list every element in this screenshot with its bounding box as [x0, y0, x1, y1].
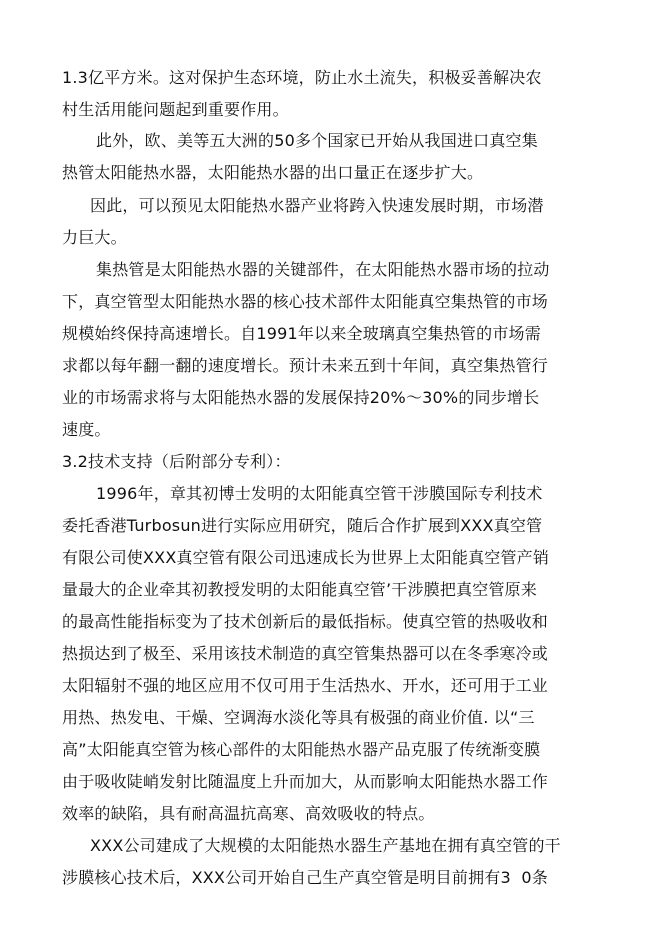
text-line: 村生活用能问题起到重要作用。: [62, 100, 289, 119]
text-line: 力巨大。: [62, 228, 127, 247]
text-line: 委托香港Turbosun进行实际应用研究，随后合作扩展到XXX真空管: [62, 516, 543, 535]
text-line: 太阳辐射不强的地区应用不仅可用于生活热水、开水，还可用于工业: [62, 676, 549, 695]
text-line: 用热、热发电、干燥、空调海水淡化等具有极强的商业价值. 以“三: [62, 708, 535, 727]
text-line: 因此，可以预见太阳能热水器产业将跨入快速发展时期，市场潜: [90, 196, 544, 215]
text-line: 涉膜核心技术后，XXX公司开始自己生产真空管是明目前拥有3 0条: [62, 868, 549, 887]
text-line: 此外，欧、美等五大洲的50多个国家已开始从我国进口真空集: [96, 131, 538, 150]
text-line: 求都以每年翻一翻的速度增长。预计未来五到十年间，真空集热管行: [62, 356, 549, 375]
text-line: 1996年，章其初博士发明的太阳能真空管干涉膜国际专利技术: [96, 484, 543, 503]
text-line: 高”太阳能真空管为核心部件的太阳能热水器产品克服了传统渐变膜: [62, 740, 541, 759]
section-heading: 3.2技术支持（后附部分专利）：: [62, 452, 291, 471]
text-line: 1.3亿平方米。这对保护生态环境，防止水土流失，积极妥善解决农: [62, 68, 542, 87]
text-line: 有限公司使XXX真空管有限公司迅速成长为世界上太阳能真空管产销: [62, 548, 550, 567]
text-line: 下，真空管型太阳能热水器的核心技术部件太阳能真空集热管的市场: [62, 292, 549, 311]
text-line: 量最大的企业牵其初教授发明的太阳能真空管’干涉膜把真空管原来: [62, 580, 538, 599]
text-line: 集热管是太阳能热水器的关键部件，在太阳能热水器市场的拉动: [96, 260, 550, 279]
text-line: 规模始终保持高速增长。自1991年以来全玻璃真空集热管的市场需: [62, 324, 541, 343]
text-line: 效率的缺陷，具有耐高温抗高寒、高效吸收的特点。: [62, 804, 435, 823]
text-line: 的最高性能指标变为了技术创新后的最低指标。使真空管的热吸收和: [62, 612, 549, 631]
text-line: 业的市场需求将与太阳能热水器的发展保持20%～30%的同步增长: [62, 388, 540, 407]
text-line: 热管太阳能热水器，太阳能热水器的出口量正在逐步扩大。: [62, 163, 484, 182]
text-line: 速度。: [62, 420, 111, 439]
text-line: 热损达到了极至、采用该技术制造的真空管集热器可以在冬季寒冷或: [62, 644, 549, 663]
text-line: XXX公司建成了大规模的太阳能热水器生产基地在拥有真空管的干: [90, 836, 561, 855]
text-line: 由于吸收陡峭发射比随温度上升而加大，从而影响太阳能热水器工作: [62, 772, 549, 791]
